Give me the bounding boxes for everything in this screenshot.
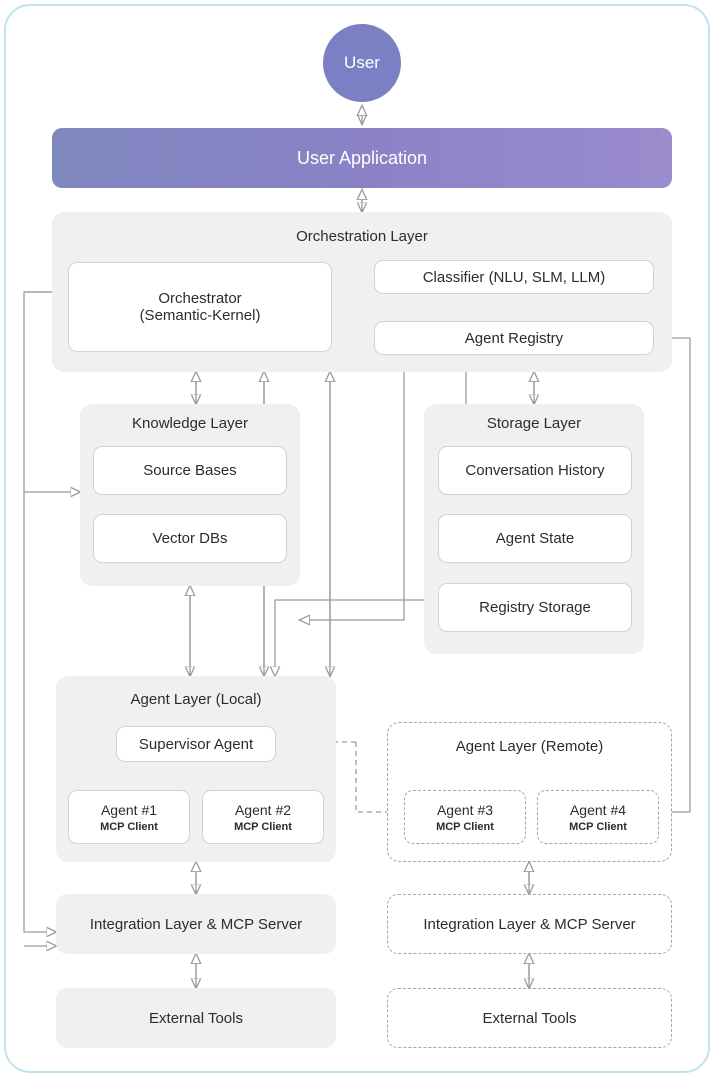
external-tools-remote-label: External Tools	[482, 1009, 577, 1027]
agent-layer-local-title: Agent Layer (Local)	[130, 691, 262, 708]
agent-2-node[interactable]	[202, 790, 324, 844]
external-tools-local-node[interactable]	[56, 988, 336, 1048]
integration-layer-local-node[interactable]	[56, 894, 336, 954]
agent-registry-label: Agent Registry	[464, 329, 564, 347]
user-node[interactable]	[323, 24, 401, 102]
vector-dbs-label: Vector DBs	[152, 530, 228, 547]
agent-4-node[interactable]	[537, 790, 659, 844]
conversation-history-label: Conversation History	[465, 462, 605, 479]
agent-1-role: MCP Client	[100, 820, 158, 833]
agent-1-node[interactable]	[68, 790, 190, 844]
agent-4-role: MCP Client	[569, 820, 627, 833]
registry-storage-label: Registry Storage	[479, 599, 591, 616]
agent-3-role: MCP Client	[436, 820, 494, 833]
classifier-node[interactable]	[374, 260, 654, 294]
vector-dbs-node[interactable]	[93, 514, 287, 563]
agent-4-name: Agent #4	[569, 801, 627, 818]
supervisor-agent-label: Supervisor Agent	[138, 735, 254, 753]
user-label: User	[344, 53, 380, 72]
user-application-node[interactable]	[52, 128, 672, 188]
agent-3-name: Agent #3	[436, 801, 494, 818]
orchestration-layer-title: Orchestration Layer	[296, 228, 428, 245]
storage-layer-title: Storage Layer	[486, 415, 582, 432]
knowledge-layer-title: Knowledge Layer	[132, 415, 248, 432]
agent-state-label: Agent State	[495, 530, 575, 547]
classifier-label: Classifier (NLU, SLM, LLM)	[422, 268, 606, 286]
external-tools-remote-node[interactable]	[387, 988, 672, 1048]
orchestrator-label-line1: Orchestrator	[158, 290, 242, 307]
agent-3-node[interactable]	[404, 790, 526, 844]
agent-2-name: Agent #2	[234, 801, 292, 818]
source-bases-label: Source Bases	[143, 462, 237, 479]
external-tools-local-label: External Tools	[149, 1009, 243, 1027]
orchestrator-node[interactable]	[68, 262, 332, 352]
source-bases-node[interactable]	[93, 446, 287, 495]
integration-layer-remote-label: Integration Layer & MCP Server	[423, 915, 636, 933]
agent-1-name: Agent #1	[100, 801, 158, 818]
agent-2-role: MCP Client	[234, 820, 292, 833]
agent-layer-remote-title: Agent Layer (Remote)	[455, 738, 604, 755]
supervisor-agent-node[interactable]	[116, 726, 276, 762]
integration-layer-local-label: Integration Layer & MCP Server	[89, 915, 303, 933]
user-application-label: User Application	[296, 147, 428, 168]
registry-storage-node[interactable]	[438, 583, 632, 632]
agent-registry-node[interactable]	[374, 321, 654, 355]
agent-state-node[interactable]	[438, 514, 632, 563]
orchestrator-label-line2: (Semantic-Kernel)	[139, 307, 261, 324]
integration-layer-remote-node[interactable]	[387, 894, 672, 954]
conversation-history-node[interactable]	[438, 446, 632, 495]
